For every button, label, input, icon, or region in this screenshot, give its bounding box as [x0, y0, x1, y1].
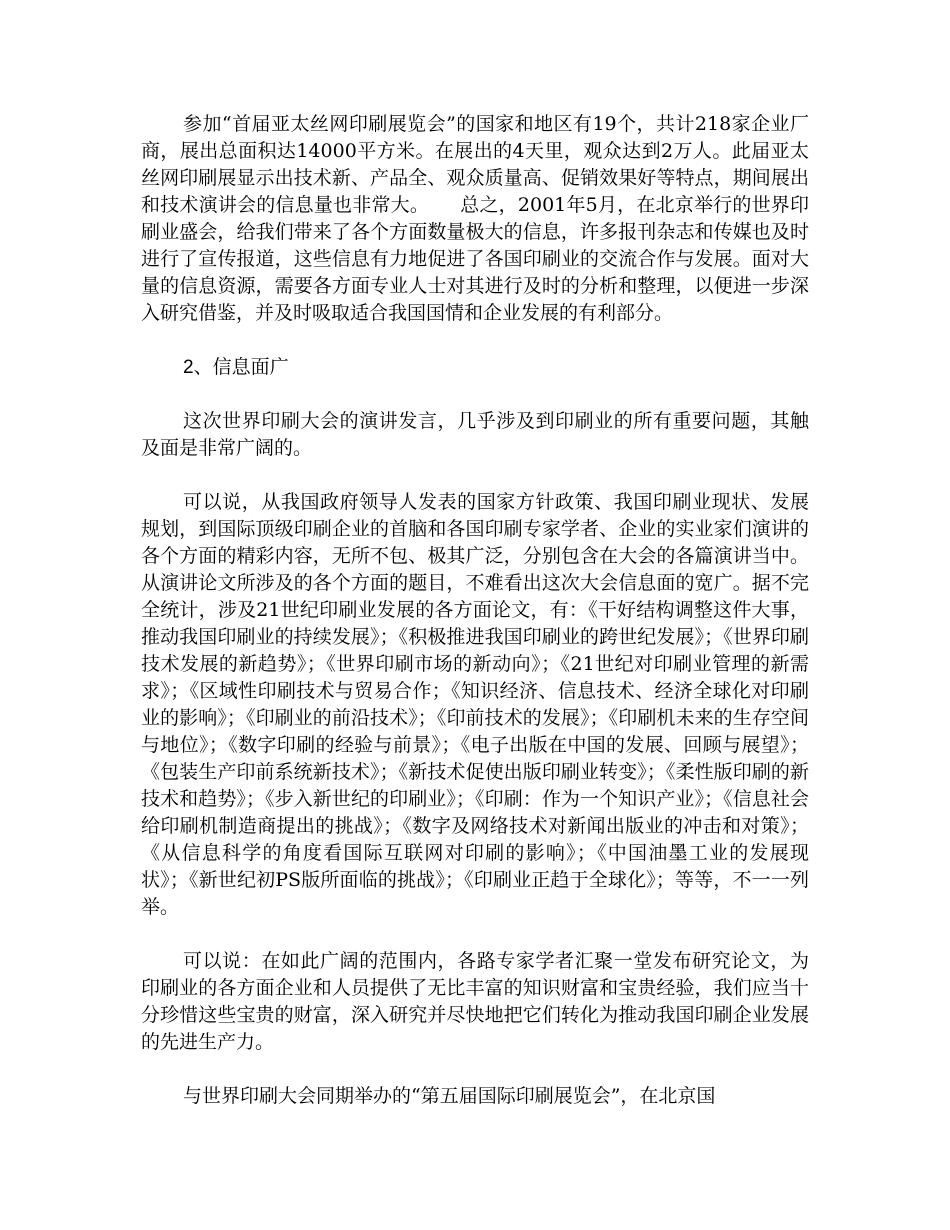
- paragraph-expo-summary: 参加“首届亚太丝网印刷展览会”的国家和地区有19个，共计218家企业厂商，展出总面积达14000平方米。在展出的4天里，观众达到2万人。此届亚太丝网印刷展显示出技术新、产品全、观众质量高、促销效果好等特点，期间展出和技术演讲会的信息量也非常大。 总之，2001年5月，在北京举行的世界印刷业盛会，给我们带来了各个方面数量极大的信息，许多报刊杂志和传媒也及时进行了宣传报道，这些信息有力地促进了各国印刷业的交流合作与发展。面对大量的信息资源，需要各方面专业人士对其进行及时的分析和整理，以便进一步深入研究借鉴，并及时吸取适合我国国情和企业发展的有利部分。: [141, 113, 809, 324]
- paragraph-speech-scope: 这次世界印刷大会的演讲发言，几乎涉及到印刷业的所有重要问题，其触及面是非常广阔的。: [141, 410, 809, 459]
- paragraph-exhibition-intro: 与世界印刷大会同期举办的“第五届国际印刷展览会”，在北京国: [183, 1085, 716, 1107]
- section-heading-info-breadth: 2、信息面广: [183, 357, 289, 378]
- document-page: [141, 111, 809, 1137]
- paragraph-paper-list: 可以说，从我国政府领导人发表的国家方针政策、我国印刷业现状、发展规划，到国际顶级印刷企业的首脑和各国印刷专家学者、企业的实业家们演讲的各个方面的精彩内容，无所不包、极其广泛，分别包含在大会的各篇演讲当中。从演讲论文所涉及的各个方面的题目，不难看出这次大会信息面的宽广。据不完全统计，涉及21世纪印刷业发展的各方面论文，有：《干好结构调整这件大事，推动我国印刷业的持续发展》；《积极推进我国印刷业的跨世纪发展》；《世界印刷技术发展的新趋势》；《世界印刷市场的新动向》；《21世纪对印刷业管理的新需求》；《区域性印刷技术与贸易合作；《知识经济、信息技术、经济全球化对印刷业的影响》；《印刷业的前沿技术》；《印前技术的发展》；《印刷机未来的生存空间与地位》；《数字印刷的经验与前景》；《电子出版在中国的发展、回顾与展望》；《包装生产印前系统新技术》；《新技术促使出版印刷业转变》；《柔性版印刷的新技术和趋势》；《步入新世纪的印刷业》；《印刷：作为一个知识产业》；《信息社会给印刷机制造商提出的挑战》；《数字及网络技术对新闻出版业的冲击和对策》；《从信息科学的角度看国际互联网对印刷的影响》；《中国油墨工业的发展现状》；《新世纪初PS版所面临的挑战》；《印刷业正趋于全球化》；等等，不一一列举。: [141, 491, 809, 918]
- paragraph-conclusion: 可以说：在如此广阔的范围内，各路专家学者汇聚一堂发布研究论文，为印刷业的各方面企业和人员提供了无比丰富的知识财富和宝贵经验，我们应当十分珍惜这些宝贵的财富，深入研究并尽快地把它们转化为推动我国印刷企业发展的先进生产力。: [141, 950, 809, 1053]
